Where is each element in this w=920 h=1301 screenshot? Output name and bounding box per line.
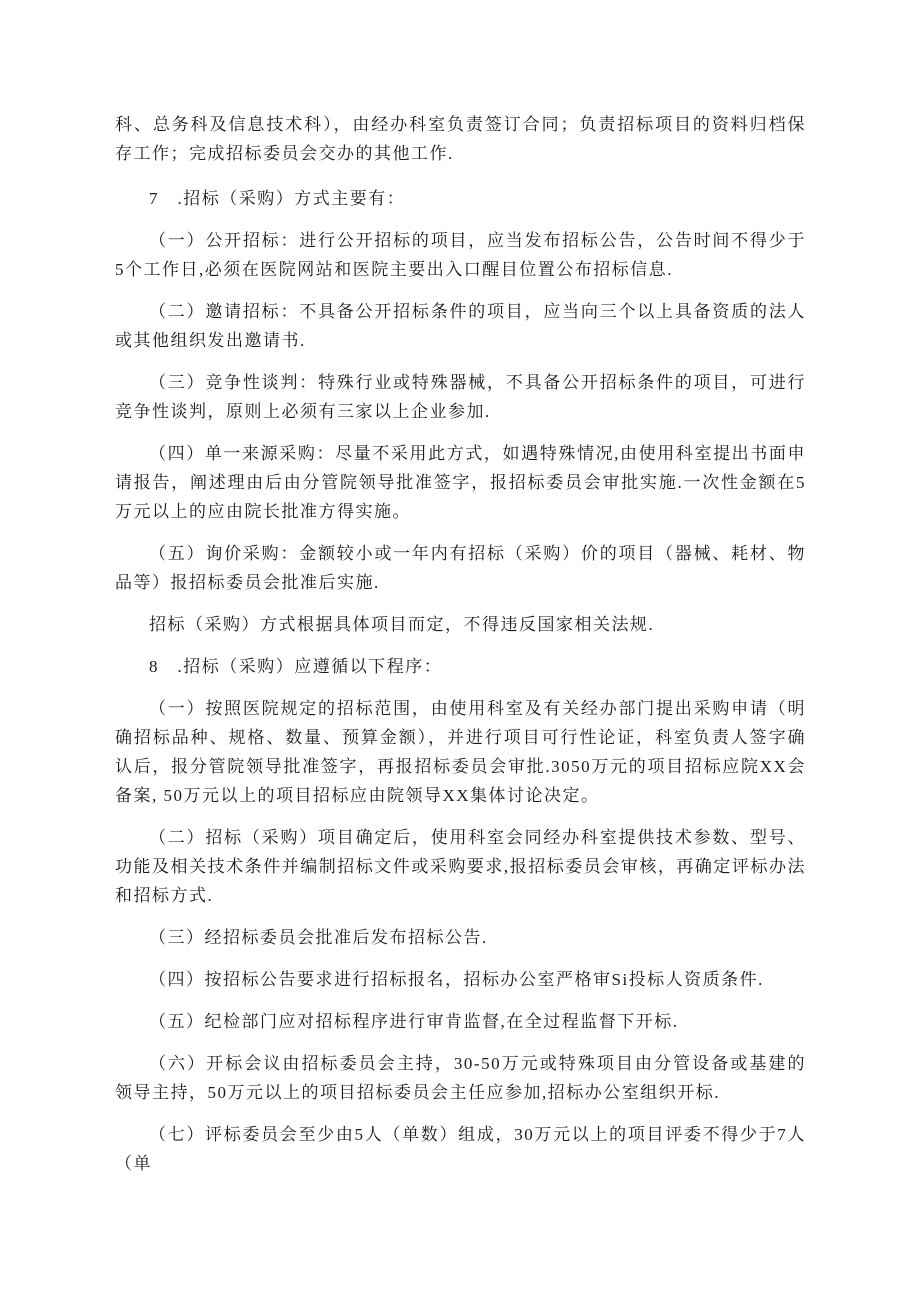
doc-paragraph: （一）按照医院规定的招标范围，由使用科室及有关经办部门提出采购申请（明确招标品种、规格、数量、预算金额），并进行项目可行性论证，科室负责人签字确认后，报分管院领导批准签字，再报招标委员会审批.3050万元的项目招标应院XX会备案, 50万元以上的项目招标应由院领导XX集体讨论决定。 <box>115 699 806 805</box>
doc-paragraph: （一）公开招标：进行公开招标的项目，应当发布招标公告，公告时间不得少于5个工作日,必须在医院网站和医院主要出入口醒目位置公布招标信息. <box>115 231 806 279</box>
doc-paragraph: （三）竞争性谈判：特殊行业或特殊器械，不具备公开招标条件的项目，可进行竞争性谈判，原则上必须有三家以上企业参加. <box>115 373 806 421</box>
doc-paragraph: （三）经招标委员会批准后发布招标公告. <box>149 928 488 947</box>
doc-paragraph: （六）开标会议由招标委员会主持，30-50万元或特殊项目由分管设备或基建的领导主持，50万元以上的项目招标委员会主任应参加,招标办公室组织开标. <box>115 1054 806 1102</box>
section-heading-8: 8 .招标（采购）应遵循以下程序： <box>149 657 443 676</box>
doc-paragraph: （二）邀请招标：不具备公开招标条件的项目，应当向三个以上具备资质的法人或其他组织发出邀请书. <box>115 302 806 350</box>
doc-paragraph: （二）招标（采购）项目确定后，使用科室会同经办科室提供技术参数、型号、功能及相关技术条件并编制招标文件或采购要求,报招标委员会审核，再确定评标办法和招标方式. <box>115 828 806 905</box>
doc-paragraph: 招标（采购）方式根据具体项目而定，不得违反国家相关法规. <box>149 615 655 634</box>
doc-paragraph: 科、总务科及信息技术科），由经办科室负责签订合同；负责招标项目的资料归档保存工作；完成招标委员会交办的其他工作. <box>115 115 806 163</box>
doc-paragraph: （五）纪检部门应对招标程序进行审肯监督,在全过程监督下开标. <box>149 1012 679 1031</box>
doc-paragraph: （四）单一来源采购：尽量不采用此方式，如遇特殊情况,由使用科室提出书面申请报告，阐述理由后由分管院领导批准签字，报招标委员会审批实施.一次性金额在5万元以上的应由院长批准方得实施。 <box>115 444 806 521</box>
doc-paragraph: （四）按招标公告要求进行招标报名，招标办公室严格审Si投标人资质条件. <box>149 970 764 989</box>
doc-paragraph: （七）评标委员会至少由5人（单数）组成，30万元以上的项目评委不得少于7人（单 <box>115 1125 806 1173</box>
section-heading-7: 7 .招标（采购）方式主要有： <box>149 189 406 208</box>
doc-paragraph: （五）询价采购：金额较小或一年内有招标（采购）价的项目（器械、耗材、物品等）报招标委员会批准后实施. <box>115 544 806 592</box>
